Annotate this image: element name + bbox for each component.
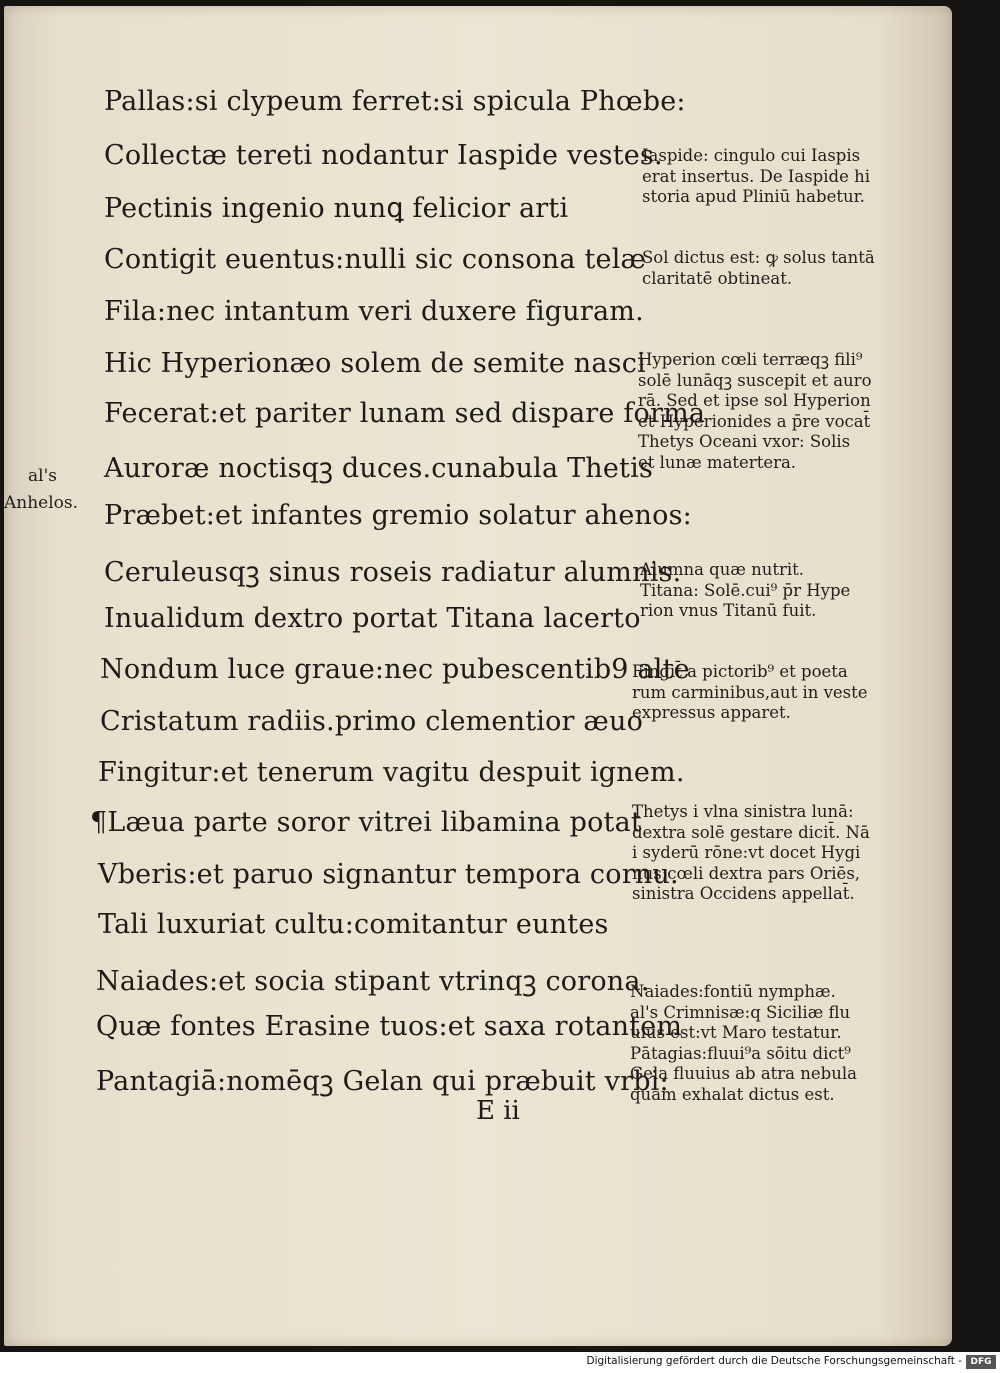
verse-line: Pectinis ingenio nunꝗ felicior arti — [104, 193, 569, 224]
verse-line: Hic Hyperionæo solem de semite nasci — [104, 348, 646, 379]
book-page — [4, 6, 952, 1346]
gloss-naiades: Naiades:fontiū nymphæ. al's Crimnisæ:q Siciliæ flu uius est:vt Maro testatur. Pātagias:fluui⁹a sōitu dict⁹ Gela fluuius ab atra nebula quam exhalat dictus est. — [630, 982, 857, 1104]
verse-line: ¶Læua parte soror vitrei libamina potat — [90, 807, 642, 838]
verse-line: Inualidum dextro portat Titana lacerto — [104, 603, 641, 634]
verse-line: Fingitur:et tenerum vagitu despuit ignem. — [98, 757, 685, 788]
gloss-sol: Sol dictus est: ꝙ solus tantā claritatē obtineat. — [642, 248, 875, 288]
verse-line: Præbet:et infantes gremio solatur ahenos: — [104, 500, 692, 531]
verse-line: Pallas:si clypeum ferret:si spicula Phœbe: — [104, 86, 686, 117]
gloss-fingitur: Fingit̄ a pictorib⁹ et poeta rum carminibus,aut in veste expressus apparet. — [632, 662, 868, 722]
verse-line: Pantagiā:nomēqꝫ Gelan qui præbuit vrbi: — [96, 1066, 669, 1097]
verse-line: Fila:nec intantum veri duxere figuram. — [104, 296, 644, 327]
gloss-hyperion: Hyperion cœli terræqꝫ fili⁹ solē lunāqꝫ suscepit et auro rā. Sed et ipse sol Hyperion et Hyperionides a p̄re vocat̄ Thetys Oceani vxor: Solis et lunæ matertera. — [638, 350, 872, 472]
footer-bar — [0, 1352, 1000, 1373]
signature-mark: E ii — [476, 1096, 520, 1126]
dfg-logo: DFG — [966, 1355, 996, 1369]
verse-line: Naiades:et socia stipant vtrinqꝫ corona. — [96, 966, 650, 997]
verse-line: Auroræ noctisqꝫ duces.cunabula Thetis — [104, 453, 654, 484]
margin-note-word: Anhelos. — [4, 493, 79, 513]
gloss-thetys: Thetys i vlna sinistra lunā: dextra solē gestare dicit̄. Nā i syderū rōne:vt docet Hygi nus:cœli dextra pars Oriēs, sinistra Occidens appellat̄. — [632, 802, 870, 903]
verse-line: Quæ fontes Erasine tuos:et saxa rotantem — [96, 1011, 683, 1042]
verse-line: Collectæ tereti nodantur Iaspide vestes. — [104, 140, 663, 171]
verse-line: Contigit euentus:nulli sic consona telæ — [104, 244, 647, 275]
verse-line: Ceruleusqꝫ sinus roseis radiatur alumnis. — [104, 557, 682, 588]
verse-line: Nondum luce graue:nec pubescentib9 alte — [100, 654, 690, 685]
margin-note-variant: al's — [28, 466, 57, 486]
verse-line: Cristatum radiis.primo clementior æuo — [100, 706, 644, 737]
verse-line: Vberis:et paruo signantur tempora cornu. — [98, 859, 679, 890]
gloss-alumna: Alumna quæ nutrit. Titana: Solē.cui⁹ p̄r Hype rion vnus Titanū fuit. — [640, 560, 851, 620]
verse-line: Fecerat:et pariter lunam sed dispare forma — [104, 398, 706, 429]
funding-credit: Digitalisierung gefördert durch die Deutsche Forschungsgemeinschaft - — [586, 1355, 962, 1367]
gloss-iaspide: Iaspide: cingulo cui Iaspis erat insertus. De Iaspide hi storia apud Pliniū habetur. — [642, 146, 870, 206]
verse-line: Tali luxuriat cultu:comitantur euntes — [98, 909, 609, 940]
